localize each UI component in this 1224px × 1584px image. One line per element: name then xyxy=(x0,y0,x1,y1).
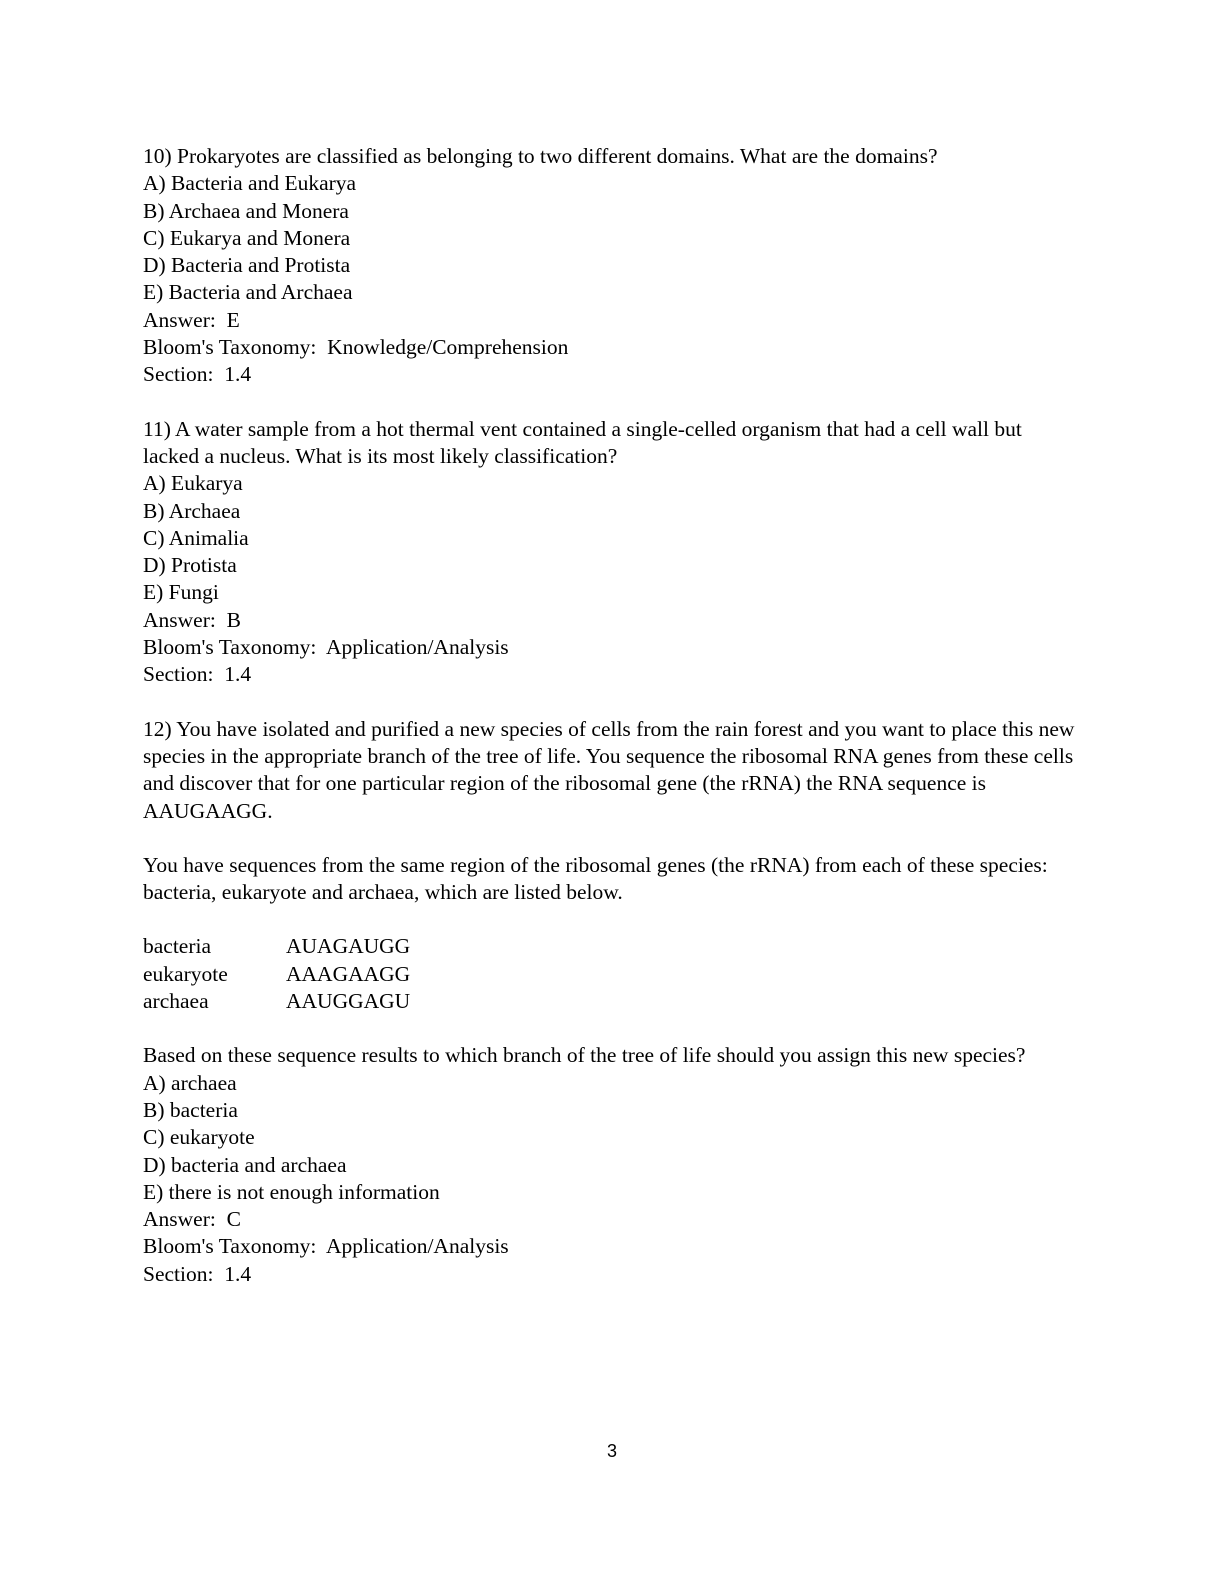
option-a: A) archaea xyxy=(143,1070,237,1095)
bloom-taxonomy-line: Bloom's Taxonomy: Application/Analysis xyxy=(143,635,509,660)
option-c: C) eukaryote xyxy=(143,1125,255,1150)
sequence-value: AAUGGAGU xyxy=(286,989,411,1014)
option-a: A) Bacteria and Eukarya xyxy=(143,171,357,196)
question-stem: 11) A water sample from a hot thermal vent contained a single-celled organism that had a cell wall but lacked a nucleus. What is its most likely classification? xyxy=(143,416,1022,468)
option-c: C) Eukarya and Monera xyxy=(143,225,351,250)
sequence-species: bacteria xyxy=(143,934,212,959)
section-line: Section: 1.4 xyxy=(143,362,252,387)
option-e: E) Fungi xyxy=(143,580,219,605)
question-12 xyxy=(143,716,1078,1288)
sequence-species: archaea xyxy=(143,989,209,1014)
sequence-row xyxy=(143,988,1078,1015)
answer-line: Answer: B xyxy=(143,607,241,632)
question-stem: 10) Prokaryotes are classified as belonging to two different domains. What are the domains? xyxy=(143,144,938,168)
sequence-value: AUAGAUGG xyxy=(286,934,411,959)
sequence-value: AAAGAAGG xyxy=(286,961,411,986)
option-c: C) Animalia xyxy=(143,525,249,550)
bloom-taxonomy-line: Bloom's Taxonomy: Knowledge/Comprehension xyxy=(143,335,569,360)
option-b: B) bacteria xyxy=(143,1097,238,1122)
question-10 xyxy=(143,143,1078,389)
option-b: B) Archaea and Monera xyxy=(143,198,349,223)
option-a: A) Eukarya xyxy=(143,471,243,496)
answer-line: Answer: C xyxy=(143,1207,241,1232)
option-e: E) there is not enough information xyxy=(143,1179,440,1204)
section-line: Section: 1.4 xyxy=(143,1261,252,1286)
question-11 xyxy=(143,416,1078,689)
option-d: D) Bacteria and Protista xyxy=(143,253,351,278)
page-content xyxy=(143,143,1078,1288)
section-line: Section: 1.4 xyxy=(143,662,252,687)
option-b: B) Archaea xyxy=(143,498,241,523)
question-stem: Based on these sequence results to which branch of the tree of life should you assign this new species? xyxy=(143,1043,1026,1068)
page-number: 3 xyxy=(606,1441,617,1461)
sequence-row xyxy=(143,961,1078,988)
sequence-species: eukaryote xyxy=(143,961,228,986)
option-d: D) Protista xyxy=(143,553,237,578)
question-context: You have sequences from the same region of the ribosomal genes (the rRNA) from each of these species: bacteria, eukaryote and archaea, which are listed below. xyxy=(143,852,1048,905)
bloom-taxonomy-line: Bloom's Taxonomy: Application/Analysis xyxy=(143,1234,509,1259)
sequence-table xyxy=(143,933,1078,1015)
option-d: D) bacteria and archaea xyxy=(143,1152,347,1177)
question-intro: 12) You have isolated and purified a new species of cells from the rain forest and you want to place this new species in the appropriate branch of the tree of life. You sequence the ribosomal RNA genes from these cells and discover that for one particular region of the ribosomal gene (the rRNA) the RNA sequence is AAUGAAGG. xyxy=(143,716,1075,823)
sequence-row xyxy=(143,933,1078,960)
answer-line: Answer: E xyxy=(143,307,240,332)
option-e: E) Bacteria and Archaea xyxy=(143,280,353,305)
